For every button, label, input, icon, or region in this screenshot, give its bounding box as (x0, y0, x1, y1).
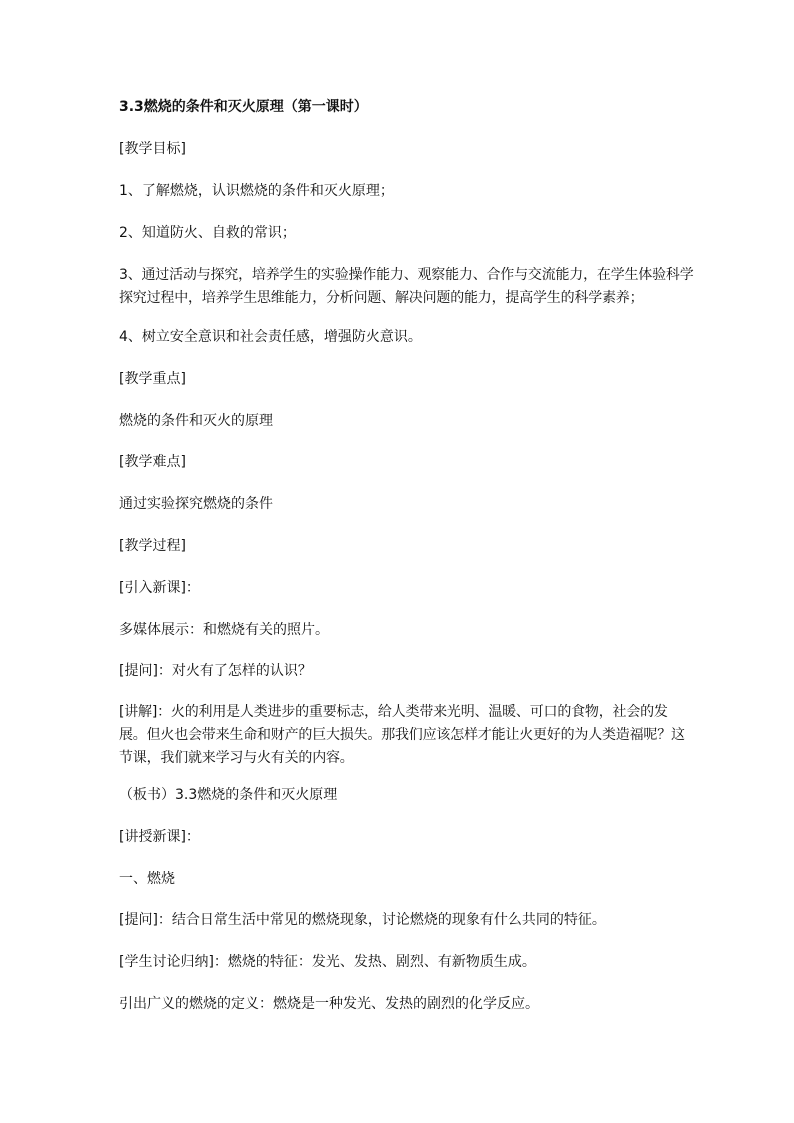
student-summary: [学生讨论归纳]：燃烧的特征：发光、发热、剧烈、有新物质生成。 (119, 954, 536, 970)
multimedia-display: 多媒体展示：和燃烧有关的照片。 (119, 622, 329, 638)
board-writing: （板书）3.3燃烧的条件和灭火原理 (119, 787, 338, 803)
section-difficulties-heading: [教学难点] (119, 454, 186, 470)
new-lesson-label: [讲授新课]： (119, 829, 200, 845)
intro-label: [引入新课]： (119, 580, 200, 596)
question-2: [提问]：结合日常生活中常见的燃烧现象，讨论燃烧的现象有什么共同的特征。 (119, 912, 606, 928)
document-title: 3.3燃烧的条件和灭火原理（第一课时） (119, 99, 368, 115)
objective-3: 3、通过活动与探究，培养学生的实验操作能力、观察能力、合作与交流能力，在学生体验科学探究过程中，培养学生思维能力，分析问题、解决问题的能力，提高学生的科学素养； (119, 267, 694, 306)
question-1: [提问]：对火有了怎样的认识？ (119, 663, 312, 679)
key-points-text: 燃烧的条件和灭火的原理 (119, 413, 273, 429)
section-objectives-heading: [教学目标] (119, 141, 186, 157)
combustion-definition: 引出广义的燃烧的定义：燃烧是一种发光、发热的剧烈的化学反应。 (119, 996, 539, 1012)
part-one-heading: 一、燃烧 (119, 871, 175, 887)
objective-2: 2、知道防火、自救的常识； (119, 225, 296, 241)
lecture-paragraph: [讲解]：火的利用是人类进步的重要标志，给人类带来光明、温暖、可口的食物，社会的发展。但火也会带来生命和财产的巨大损失。那我们应该怎样才能让火更好的为人类造福呢？这节课，我们就来学习与火有关的内容。 (119, 704, 685, 766)
section-process-heading: [教学过程] (119, 538, 186, 554)
objective-1: 1、了解燃烧，认识燃烧的条件和灭火原理； (119, 183, 394, 199)
section-key-points-heading: [教学重点] (119, 371, 186, 387)
objective-4: 4、树立安全意识和社会责任感，增强防火意识。 (119, 329, 422, 345)
difficulties-text: 通过实验探究燃烧的条件 (119, 496, 273, 512)
